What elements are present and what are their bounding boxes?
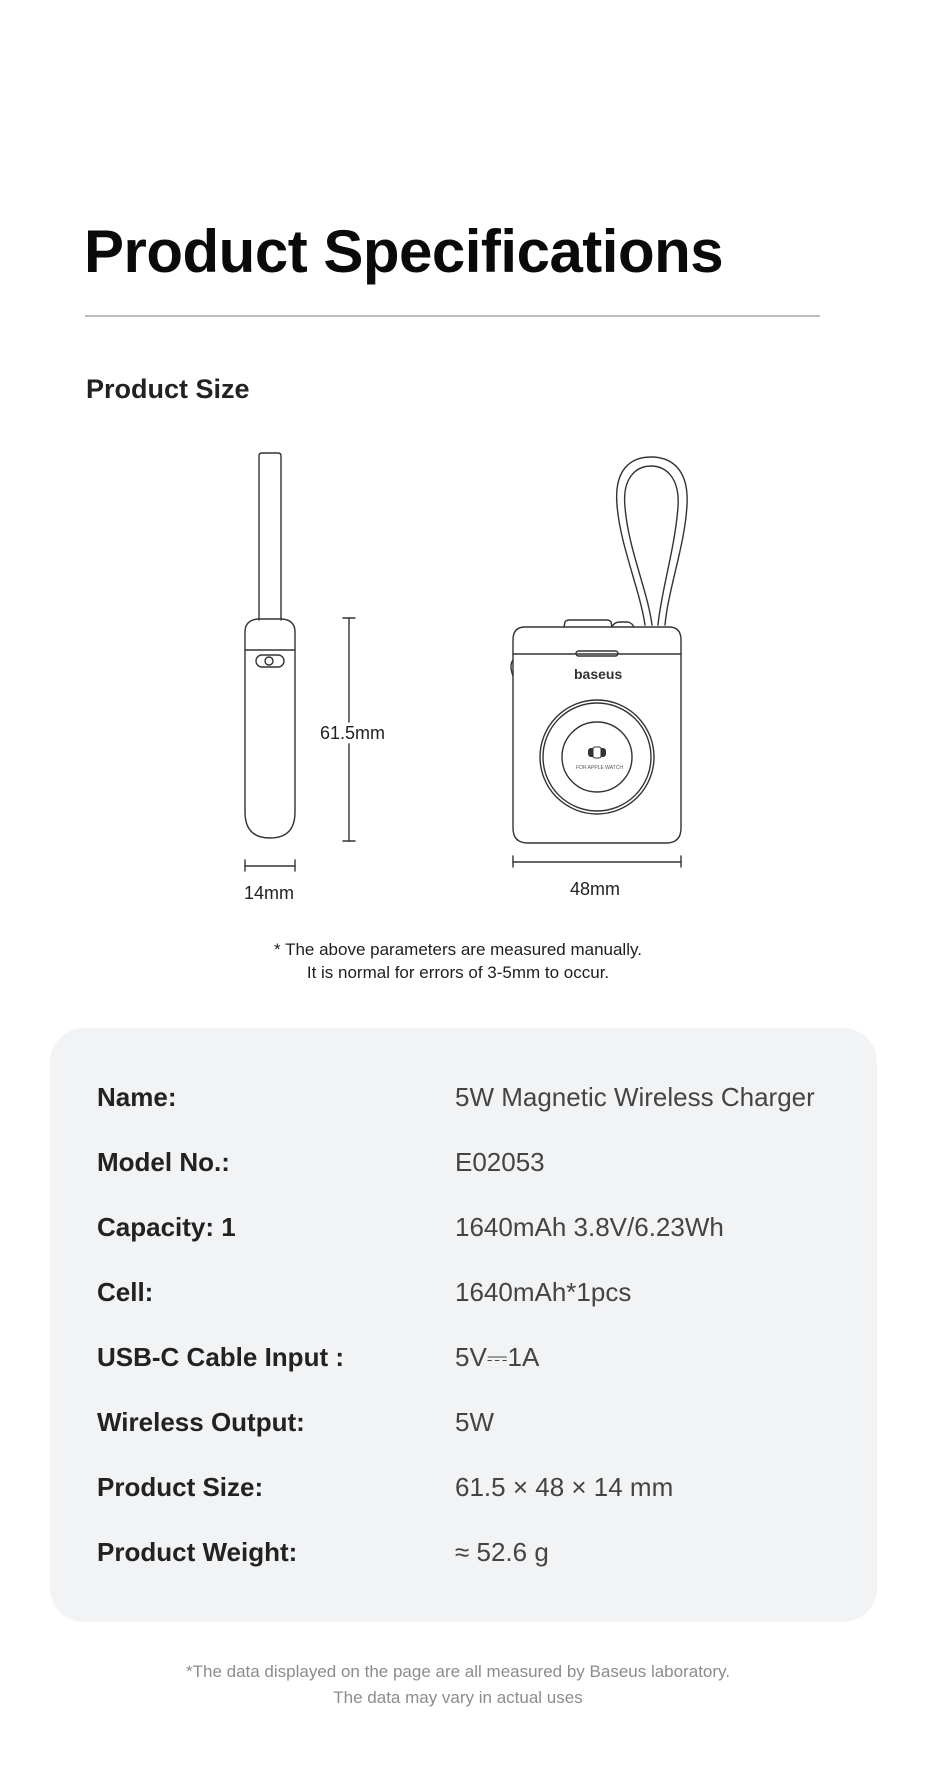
spec-row-cell: [50, 1272, 877, 1312]
spec-value: 1640mAh 3.8V/6.23Wh: [455, 1212, 724, 1242]
spec-label: Cell:: [97, 1277, 154, 1307]
spec-row-capacity: [50, 1207, 877, 1247]
footer-line-1: *The data displayed on the page are all measured by Baseus laboratory.: [185, 1662, 731, 1681]
spec-label: Capacity: 1: [97, 1212, 236, 1242]
spec-row-usb-c-input: [50, 1337, 877, 1377]
spec-table: [50, 1028, 877, 1622]
spec-value: ≈ 52.6 g: [455, 1537, 549, 1567]
spec-value: 5W: [455, 1407, 494, 1437]
spec-label: Name:: [97, 1082, 177, 1112]
title-divider: [85, 315, 820, 317]
spec-label: Model No.:: [97, 1147, 230, 1177]
spec-label: Wireless Output:: [97, 1407, 305, 1437]
spec-row-name: [50, 1077, 877, 1117]
apple-watch-icon: [588, 747, 606, 758]
spec-value: 61.5 × 48 × 14 mm: [455, 1472, 674, 1502]
footer-line-2: The data may vary in actual uses: [333, 1688, 583, 1707]
charger-label: FOR APPLE WATCH: [576, 765, 623, 771]
page-title: Product Specifications: [84, 218, 724, 285]
front-view-drawing: [511, 457, 687, 867]
side-view-drawing: [245, 453, 355, 871]
spec-row-model: [50, 1142, 877, 1182]
spec-label: USB-C Cable Input :: [97, 1342, 344, 1372]
brand-logo: baseus: [574, 666, 623, 682]
section-title-product-size: Product Size: [86, 374, 250, 404]
spec-row-wireless-output: [50, 1402, 877, 1442]
spec-value: 5V⎓1A: [455, 1342, 540, 1372]
side-width-label: 14mm: [244, 883, 295, 903]
note-line-1: * The above parameters are measured manually.: [274, 940, 642, 959]
spec-value: 5W Magnetic Wireless Charger: [455, 1082, 815, 1112]
spec-value: 1640mAh*1pcs: [455, 1277, 632, 1307]
front-width-label: 48mm: [570, 879, 621, 899]
spec-row-product-weight: [50, 1532, 877, 1572]
spec-label: Product Weight:: [97, 1537, 298, 1567]
footer-disclaimer: [0, 1659, 916, 1711]
spec-row-product-size: [50, 1467, 877, 1507]
side-height-label: 61.5mm: [320, 723, 386, 743]
spec-value: E02053: [455, 1147, 545, 1177]
note-line-2: It is normal for errors of 3-5mm to occur.: [306, 963, 610, 982]
measurement-note: [0, 938, 916, 984]
spec-label: Product Size:: [97, 1472, 264, 1502]
